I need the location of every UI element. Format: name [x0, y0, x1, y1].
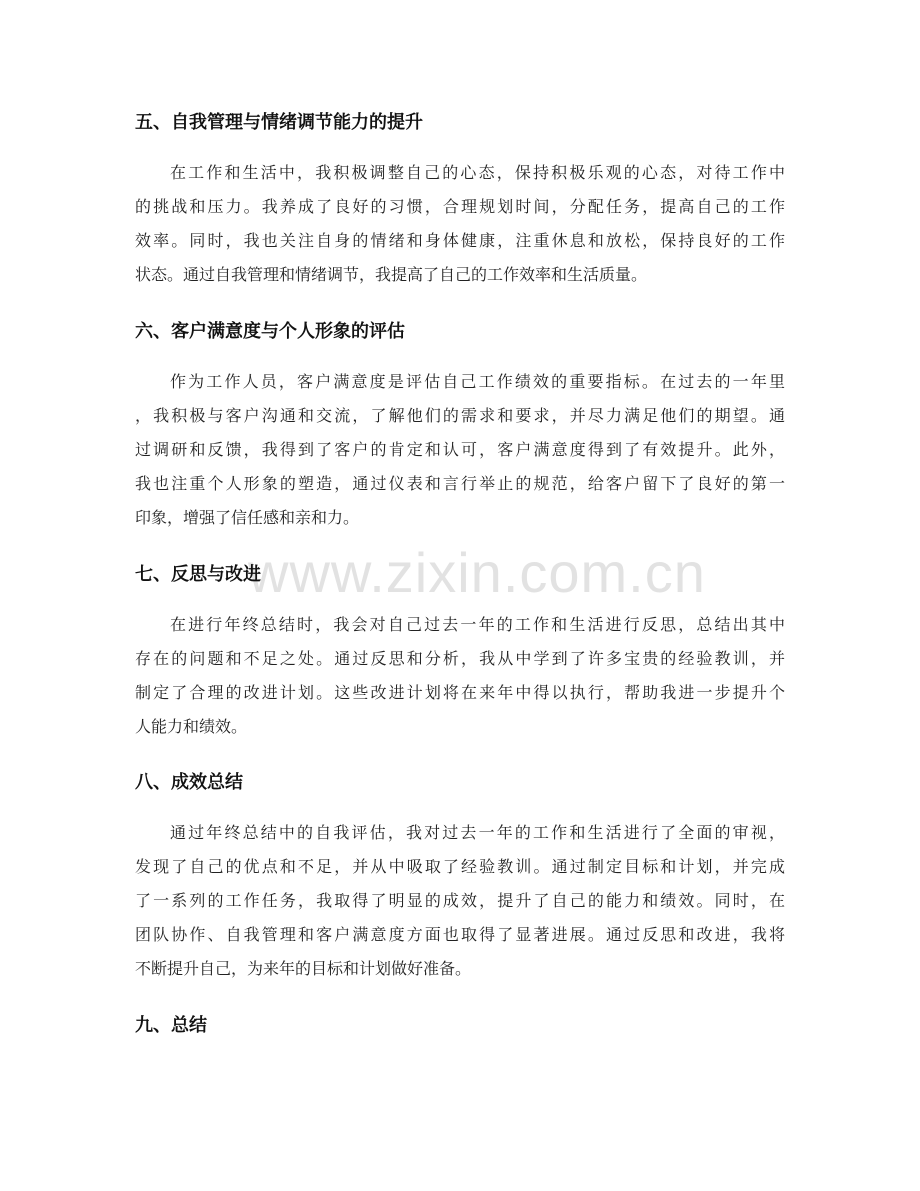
section-heading-8: 八、成效总结: [135, 772, 243, 793]
section-paragraph-6: [135, 365, 785, 535]
section-heading-5: 五、自我管理与情绪调节能力的提升: [135, 112, 423, 133]
section-heading-9: 九、总结: [135, 1015, 207, 1036]
paragraph-line: 通过年终总结中的自我评估，我对过去一年的工作和生活进行了全面的审视，: [170, 823, 785, 842]
paragraph-line: 制定了合理的改进计划。这些改进计划将在来年中得以执行，帮助我进一步提升个: [135, 683, 785, 702]
paragraph-line: 了一系列的工作任务，我取得了明显的成效，提升了自己的能力和绩效。同时，在: [135, 891, 785, 910]
section-heading-7: 七、反思与改进: [135, 564, 261, 585]
paragraph-line: ，我积极与客户沟通和交流，了解他们的需求和要求，并尽力满足他们的期望。通: [135, 406, 785, 425]
paragraph-line: 存在的问题和不足之处。通过反思和分析，我从中学到了许多宝贵的经验教训，并: [135, 649, 785, 668]
section-heading-6: 六、客户满意度与个人形象的评估: [135, 321, 405, 342]
paragraph-line: 作为工作人员，客户满意度是评估自己工作绩效的重要指标。在过去的一年里: [170, 372, 785, 391]
paragraph-line: 在进行年终总结时，我会对自己过去一年的工作和生活进行反思，总结出其中: [170, 615, 785, 634]
section-paragraph-7: [135, 608, 785, 744]
paragraph-line: 的挑战和压力。我养成了良好的习惯，合理规划时间，分配任务，提高自己的工作: [135, 197, 785, 216]
paragraph-line: 在工作和生活中，我积极调整自己的心态，保持积极乐观的心态，对待工作中: [170, 163, 785, 182]
section-paragraph-5: [135, 156, 785, 292]
paragraph-line: 过调研和反馈，我得到了客户的肯定和认可，客户满意度得到了有效提升。此外，: [135, 440, 785, 459]
paragraph-line: 人能力和绩效。: [135, 717, 248, 736]
paragraph-line: 不断提升自己，为来年的目标和计划做好准备。: [135, 959, 472, 978]
paragraph-line: 团队协作、自我管理和客户满意度方面也取得了显著进展。通过反思和改进，我将: [135, 925, 785, 944]
paragraph-line: 我也注重个人形象的塑造，通过仪表和言行举止的规范，给客户留下了良好的第一: [135, 474, 785, 493]
watermark: www.zixin.com.cn: [248, 541, 706, 604]
paragraph-line: 印象，增强了信任感和亲和力。: [135, 508, 360, 527]
section-paragraph-8: [135, 816, 785, 986]
paragraph-line: 状态。通过自我管理和情绪调节，我提高了自己的工作效率和生活质量。: [135, 265, 648, 284]
paragraph-line: 发现了自己的优点和不足，并从中吸取了经验教训。通过制定目标和计划，并完成: [135, 857, 785, 876]
paragraph-line: 效率。同时，我也关注自身的情绪和身体健康，注重休息和放松，保持良好的工作: [135, 231, 785, 250]
